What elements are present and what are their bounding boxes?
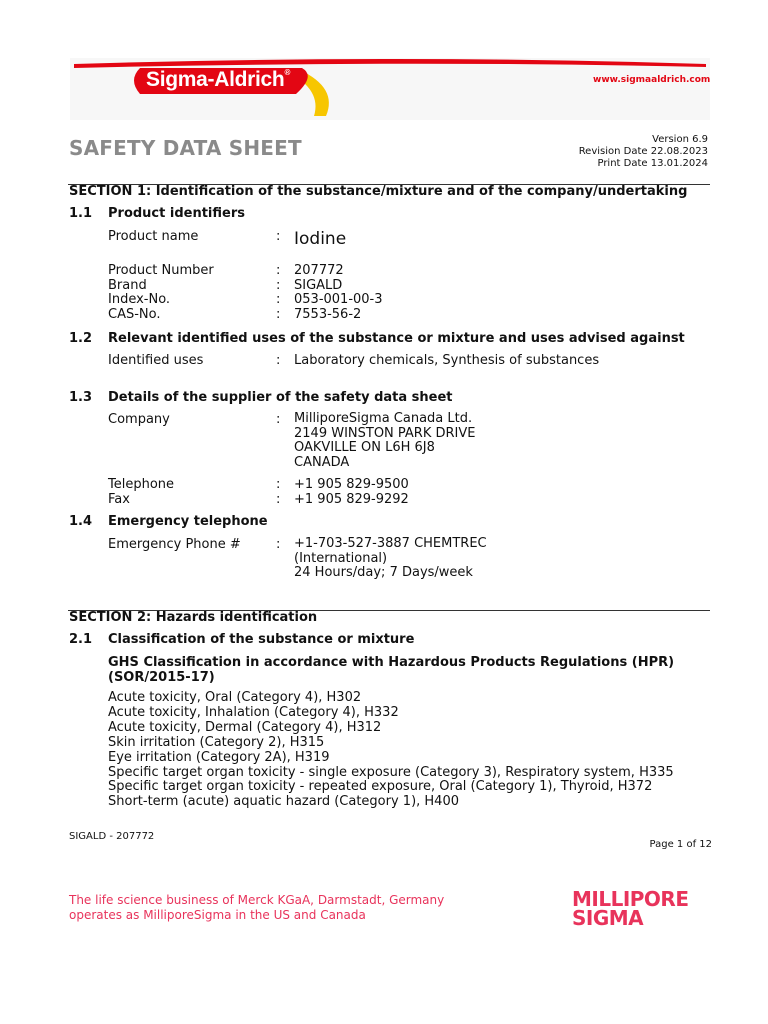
- hazard-item: Specific target organ toxicity - single exposure (Category 3), Respiratory system, H335: [108, 764, 674, 780]
- identifier-label: Index-No.: [108, 292, 171, 308]
- identifier-label: Brand: [108, 277, 147, 293]
- print-date: Print Date 13.01.2024: [597, 158, 708, 169]
- s14-title: Emergency telephone: [108, 514, 268, 529]
- revision-date: Revision Date 22.08.2023: [578, 146, 708, 157]
- hazard-list: [108, 691, 674, 810]
- identifier-label: CAS-No.: [108, 307, 161, 323]
- s12-title: Relevant identified uses of the substance or mixture and uses advised against: [108, 331, 685, 346]
- company-label: Company: [108, 412, 170, 427]
- product-number: 207772: [294, 263, 344, 278]
- identified-uses-label: Identified uses: [108, 353, 204, 368]
- fax-label: Fax: [108, 491, 130, 507]
- hazard-item: Acute toxicity, Oral (Category 4), H302: [108, 690, 362, 705]
- document-title: SAFETY DATA SHEET: [69, 136, 302, 160]
- emergency-line: (International): [294, 550, 388, 566]
- brand-logo: [146, 68, 290, 92]
- colon: :: [276, 229, 281, 244]
- index-number: 053-001-00-3: [294, 292, 383, 308]
- page-number: Page 1 of 12: [649, 839, 712, 850]
- section2-title: SECTION 2: Hazards identification: [69, 610, 318, 625]
- logo-line: SIGMA: [572, 906, 644, 930]
- company-line: 2149 WINSTON PARK DRIVE: [294, 425, 476, 441]
- identifier-labels: [108, 264, 214, 323]
- colons: : :: [276, 477, 281, 507]
- merck-line: The life science business of Merck KGaA, Darmstadt, Germany: [69, 893, 445, 907]
- identifier-label: Product Number: [108, 263, 214, 278]
- merck-statement: [69, 893, 444, 923]
- product-name: Iodine: [294, 229, 347, 249]
- hazard-item: Eye irritation (Category 2A), H319: [108, 749, 330, 765]
- merck-line: operates as MilliporeSigma in the US and Canada: [69, 908, 366, 922]
- brand-registered-mark: ®: [284, 68, 291, 77]
- hazard-item: Specific target organ toxicity - repeated exposure, Oral (Category 1), Thyroid, H372: [108, 779, 653, 795]
- s13-number: 1.3: [69, 390, 93, 405]
- logo-line: MILLIPORE: [572, 887, 689, 911]
- millipore-sigma-logo: [572, 887, 689, 930]
- hazard-item: Acute toxicity, Dermal (Category 4), H312: [108, 719, 382, 735]
- identified-uses-value: Laboratory chemicals, Synthesis of substances: [294, 353, 600, 368]
- s13-title: Details of the supplier of the safety data sheet: [108, 390, 453, 405]
- colon: :: [276, 412, 281, 427]
- company-line: OAKVILLE ON L6H 6J8: [294, 440, 435, 456]
- emergency-phone-value: [294, 537, 487, 581]
- version: Version 6.9: [652, 134, 708, 145]
- hazard-item: Acute toxicity, Inhalation (Category 4), H332: [108, 704, 399, 720]
- document-code: SIGALD - 207772: [69, 831, 155, 842]
- emergency-line: +1-703-527-3887 CHEMTREC: [294, 536, 487, 551]
- ghs-title-line: GHS Classification in accordance with Hazardous Products Regulations (HPR): [108, 655, 675, 670]
- website-link[interactable]: www.sigmaaldrich.com: [593, 75, 711, 85]
- s11-title: Product identifiers: [108, 206, 245, 221]
- hazard-item: Skin irritation (Category 2), H315: [108, 734, 325, 750]
- ghs-title-line: (SOR/2015-17): [108, 670, 215, 685]
- section1-title: SECTION 1: Identification of the substance/mixture and of the company/undertaking: [69, 184, 688, 199]
- s14-number: 1.4: [69, 514, 93, 529]
- ghs-classification-title: [108, 655, 674, 685]
- company-line: CANADA: [294, 455, 350, 471]
- colon: :: [276, 353, 281, 368]
- product-name-label: Product name: [108, 229, 199, 244]
- colon: :: [276, 537, 281, 552]
- hazard-item: Short-term (acute) aquatic hazard (Category 1), H400: [108, 794, 459, 810]
- company-address: [294, 412, 476, 471]
- telephone-label: Telephone: [108, 477, 175, 492]
- s21-number: 2.1: [69, 632, 93, 647]
- s11-number: 1.1: [69, 206, 93, 221]
- version-block: [520, 134, 708, 170]
- s12-number: 1.2: [69, 331, 93, 346]
- cas-number: 7553-56-2: [294, 307, 362, 323]
- identifier-values: [294, 264, 383, 323]
- emergency-phone-label: Emergency Phone #: [108, 537, 241, 552]
- fax-value: +1 905 829-9292: [294, 491, 409, 507]
- contact-labels: [108, 478, 174, 507]
- telephone-value: +1 905 829-9500: [294, 477, 409, 492]
- company-line: MilliporeSigma Canada Ltd.: [294, 411, 473, 426]
- colons: : : : :: [276, 263, 281, 323]
- s21-title: Classification of the substance or mixture: [108, 632, 415, 647]
- brand-value: SIGALD: [294, 277, 343, 293]
- brand-name: Sigma-Aldrich: [146, 68, 285, 91]
- emergency-line: 24 Hours/day; 7 Days/week: [294, 565, 473, 581]
- contact-values: [294, 478, 409, 507]
